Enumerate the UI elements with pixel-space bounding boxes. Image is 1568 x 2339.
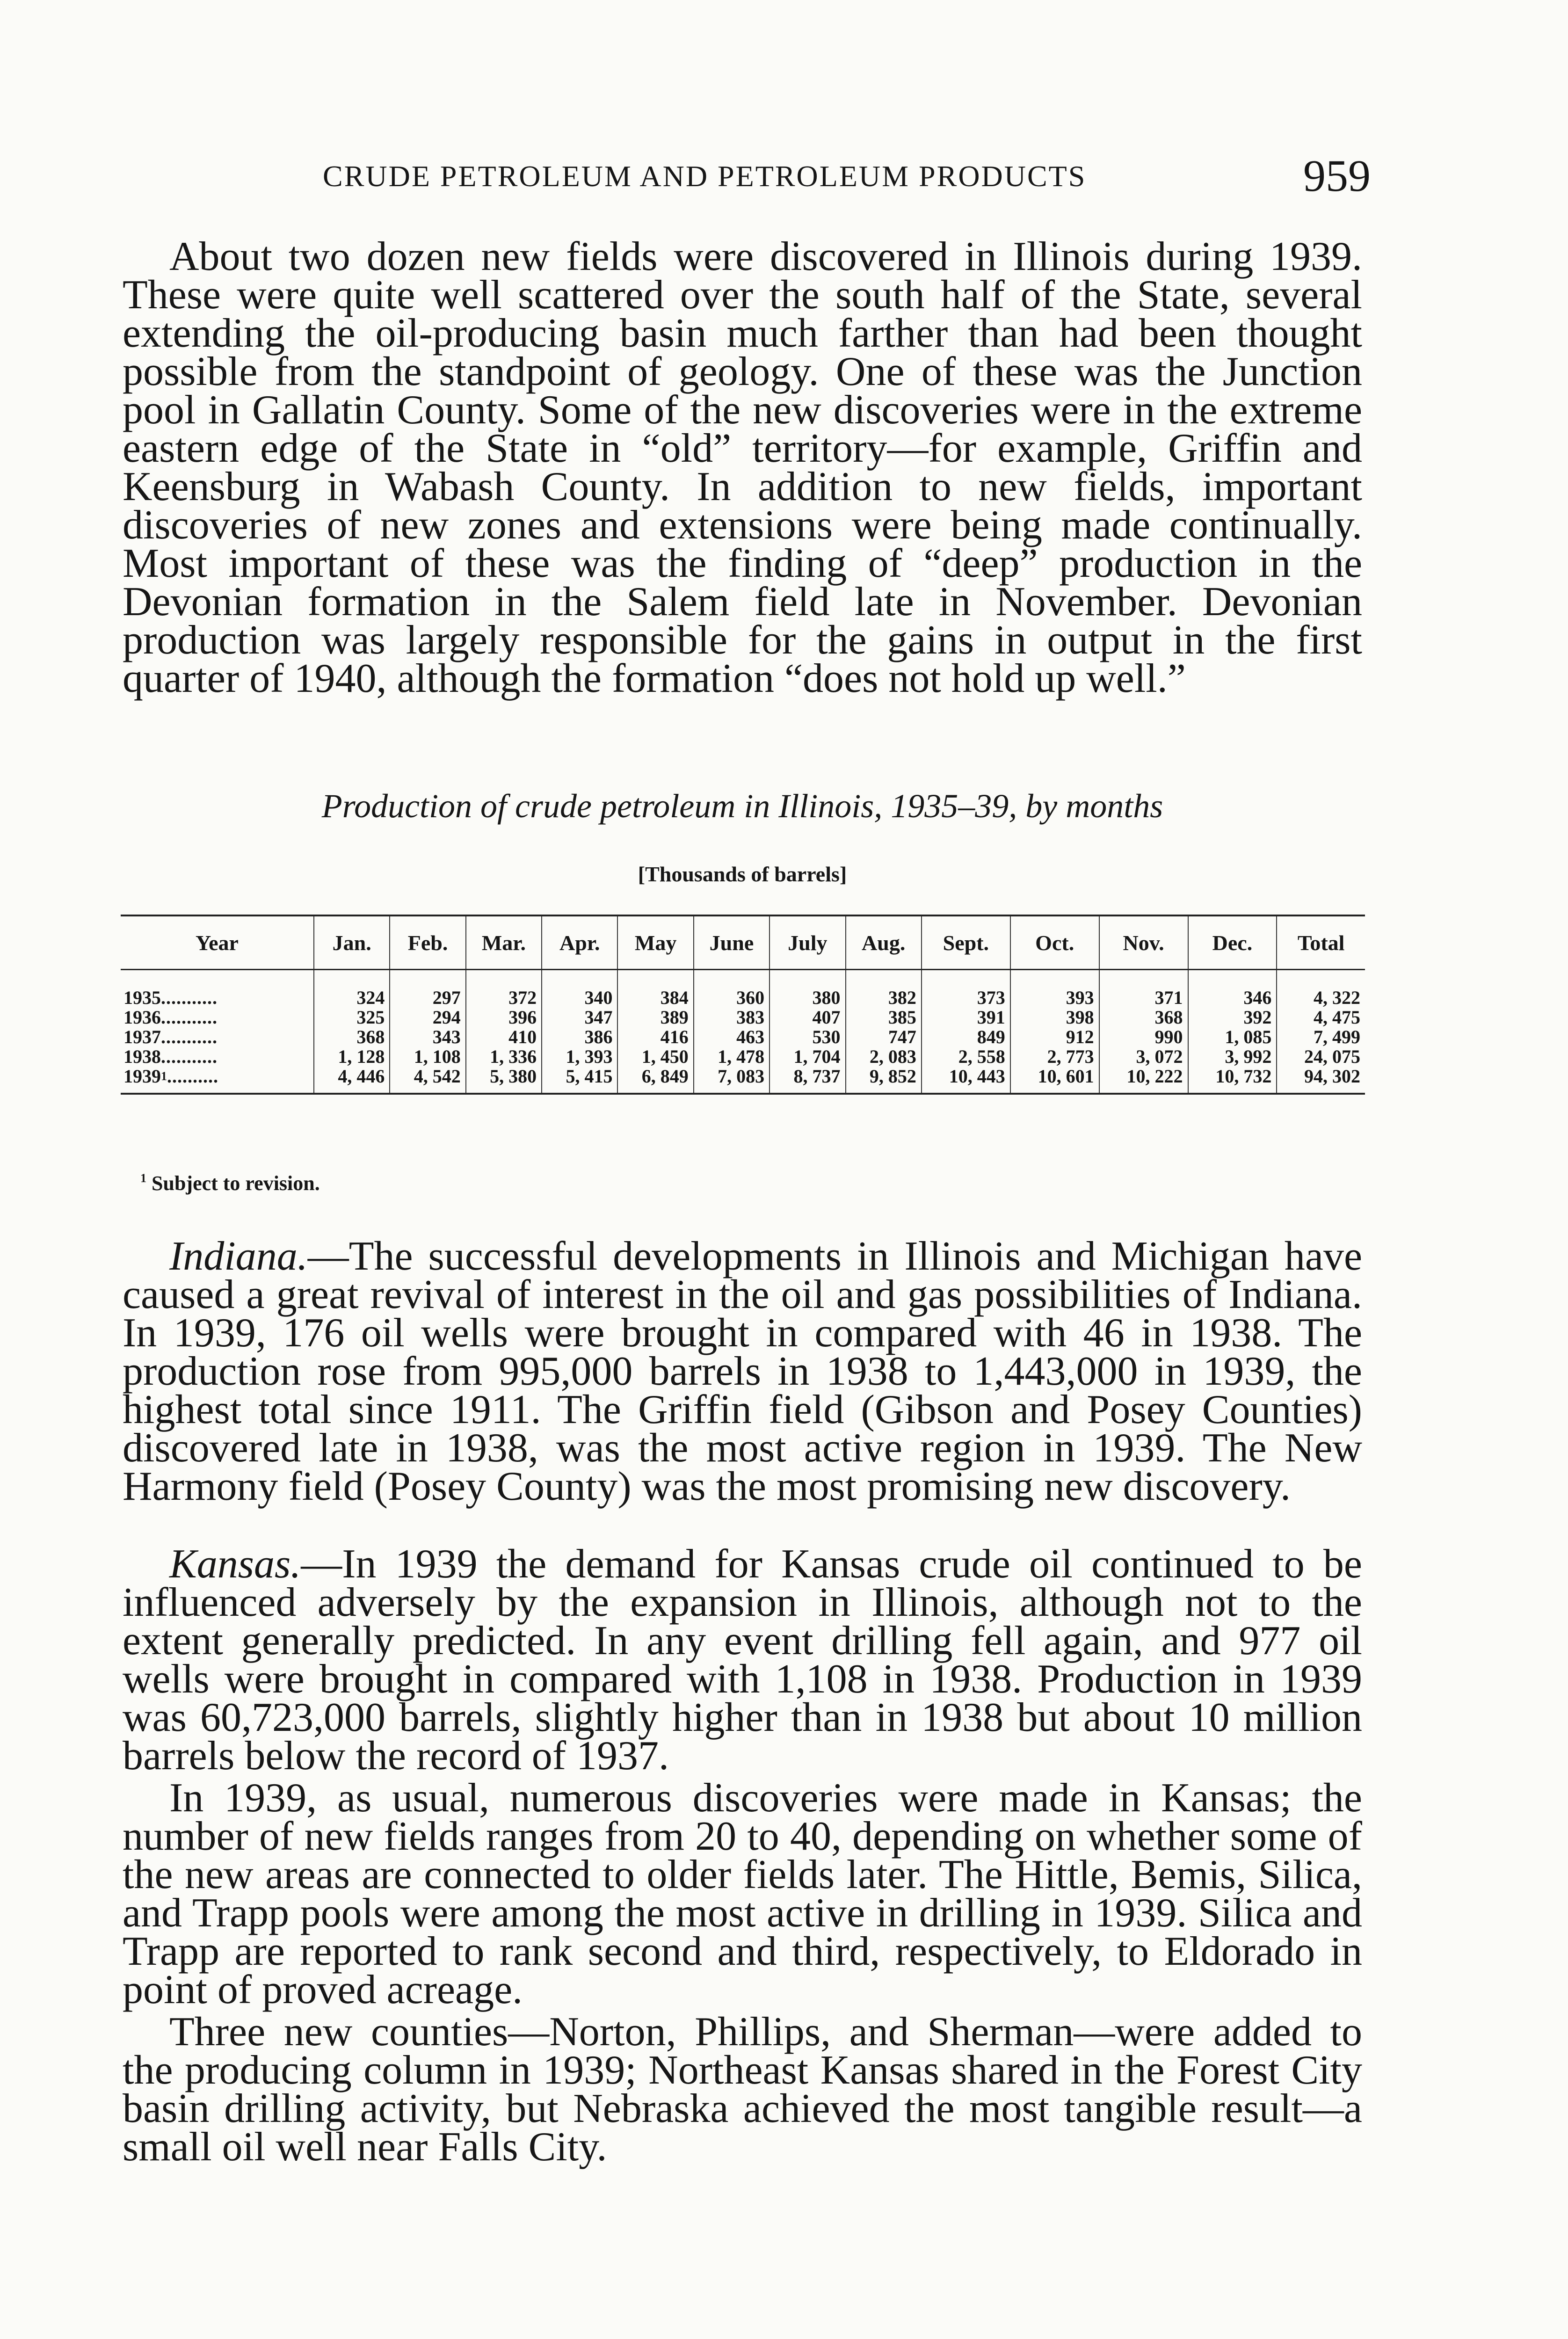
value-cell: 407 (769, 1008, 845, 1027)
value-cell: 368 (314, 1027, 390, 1047)
value-cell: 373 (922, 970, 1010, 1008)
value-cell: 463 (694, 1027, 769, 1047)
kansas-paragraph-2: In 1939, as usual, numerous discoveries were made in Kansas; the number of new fields ranges from 20 to 40, depending on whether some of the new areas are connected to older fields later. The Hittle, Bemis, Silica, and Trapp pools were among the most active in drilling in 1939. Silica and Trapp are reported to rank second and third, respectively, to Eldorado in point of proved acreage. (123, 1775, 1362, 2012)
value-cell: 7, 499 (1277, 1027, 1365, 1047)
value-cell: 380 (769, 970, 845, 1008)
value-cell: 347 (542, 1008, 617, 1027)
value-cell: 2, 558 (922, 1047, 1010, 1067)
value-cell: 2, 773 (1010, 1047, 1099, 1067)
value-cell: 383 (694, 1008, 769, 1027)
col-header: Apr. (542, 915, 617, 970)
value-cell: 9, 852 (846, 1067, 922, 1094)
kansas-paragraph (123, 1541, 1362, 1779)
value-cell: 24, 075 (1277, 1047, 1365, 1067)
year-value: 1937 (123, 1026, 161, 1047)
value-cell: 5, 380 (466, 1067, 542, 1094)
value-cell: 297 (390, 970, 465, 1008)
value-cell: 4, 322 (1277, 970, 1365, 1008)
value-cell: 8, 737 (769, 1067, 845, 1094)
value-cell: 391 (922, 1008, 1010, 1027)
value-cell: 386 (542, 1027, 617, 1047)
table-caption: Production of crude petroleum in Illinois, 1935–39, by months (321, 787, 1163, 825)
value-cell: 1, 108 (390, 1047, 465, 1067)
year-cell (121, 1008, 314, 1027)
value-cell: 1, 336 (466, 1047, 542, 1067)
year-value: 1939 (123, 1066, 161, 1087)
leader-dots: ........... (161, 1007, 218, 1028)
value-cell: 416 (617, 1027, 693, 1047)
value-cell: 747 (846, 1027, 922, 1047)
value-cell: 398 (1010, 1008, 1099, 1027)
value-cell: 1, 704 (769, 1047, 845, 1067)
year-cell (121, 1027, 314, 1047)
table-row (121, 1008, 1365, 1027)
table-row (121, 970, 1365, 1008)
value-cell: 3, 992 (1188, 1047, 1277, 1067)
value-cell: 94, 302 (1277, 1067, 1365, 1094)
col-header: Feb. (390, 915, 465, 970)
footnote-mark: 1 (140, 1171, 146, 1185)
page-header (117, 140, 1371, 211)
value-cell: 4, 475 (1277, 1008, 1365, 1027)
footnote-text: Subject to revision. (152, 1172, 320, 1195)
col-header: Mar. (466, 915, 542, 970)
value-cell: 849 (922, 1027, 1010, 1047)
col-header: Oct. (1010, 915, 1099, 970)
col-header: Sept. (922, 915, 1010, 970)
value-cell: 1, 393 (542, 1047, 617, 1067)
kansas-lead: Kansas. (169, 1541, 301, 1587)
leader-dots: ........... (161, 987, 218, 1008)
col-header: June (694, 915, 769, 970)
table-row (121, 1067, 1365, 1094)
col-header: Nov. (1099, 915, 1188, 970)
col-header: July (769, 915, 845, 970)
value-cell: 10, 601 (1010, 1067, 1099, 1094)
value-cell: 392 (1188, 1008, 1277, 1027)
value-cell: 393 (1010, 970, 1099, 1008)
value-cell: 530 (769, 1027, 845, 1047)
year-cell (121, 1067, 314, 1094)
table-row (121, 1027, 1365, 1047)
indiana-lead: Indiana. (169, 1234, 308, 1279)
table-row (121, 1047, 1365, 1067)
value-cell: 372 (466, 970, 542, 1008)
col-header: Total (1277, 915, 1365, 970)
production-table (121, 915, 1365, 1095)
value-cell: 2, 083 (846, 1047, 922, 1067)
col-header: Dec. (1188, 915, 1277, 970)
value-cell: 384 (617, 970, 693, 1008)
kansas-paragraph-3: Three new counties—Norton, Phillips, and Sherman—were added to the producing column in 1939; Northeast Kansas shared in the Forest City basin drilling activity, but Nebraska achieved the most tangible result—a small oil well near Falls City. (123, 2009, 1362, 2170)
year-value: 1935 (123, 987, 161, 1008)
value-cell: 368 (1099, 1008, 1188, 1027)
value-cell: 912 (1010, 1027, 1099, 1047)
intro-paragraph: About two dozen new fields were discovered in Illinois during 1939. These were quite well scattered over the south half of the State, several extending the oil-producing basin much farther than had been thought possible from the standpoint of geology. One of these was the Junction pool in Gallatin County. Some of the new discoveries were in the extreme eastern edge of the State in “old” territory—for example, Griffin and Keensburg in Wabash County. In addition to new fields, important discoveries of new zones and extensions were being made continually. Most important of these was the finding of “deep” production in the Devonian formation in the Salem field late in November. Devonian production was largely responsible for the gains in output in the first quarter of 1940, although the formation “does not hold up well.” (123, 234, 1362, 701)
value-cell: 343 (390, 1027, 465, 1047)
value-cell: 4, 446 (314, 1067, 390, 1094)
year-cell (121, 1047, 314, 1067)
indiana-text: —The successful developments in Illinois and Michigan have caused a great revival of interest in the oil and gas possibilities of Indiana. In 1939, 176 oil wells were brought in compared with 46 in 1938. The production rose from 995,000 barrels in 1938 to 1,443,000 in 1939, the highest total since 1911. The Griffin field (Gibson and Posey Counties) discovered late in 1938, was the most active region in 1939. The New Harmony field (Posey County) was the most promising new discovery. (123, 1234, 1362, 1509)
kansas-text: —In 1939 the demand for Kansas crude oil continued to be influenced adversely by the expansion in Illinois, although not to the extent generally predicted. In any event drilling fell again, and 977 oil wells were brought in compared with 1,108 in 1938. Production in 1939 was 60,723,000 barrels, slightly higher than in 1938 but about 10 million barrels below the record of 1937. (123, 1541, 1362, 1779)
leader-dots: ........... (161, 1046, 218, 1067)
value-cell: 10, 222 (1099, 1067, 1188, 1094)
value-cell: 371 (1099, 970, 1188, 1008)
value-cell: 385 (846, 1008, 922, 1027)
value-cell: 382 (846, 970, 922, 1008)
value-cell: 410 (466, 1027, 542, 1047)
table-header-row (121, 915, 1365, 970)
year-value: 1936 (123, 1007, 161, 1028)
table-footnote (140, 1171, 320, 1195)
leader-dots: .......... (167, 1066, 218, 1087)
value-cell: 990 (1099, 1027, 1188, 1047)
running-title: CRUDE PETROLEUM AND PETROLEUM PRODUCTS (323, 160, 1087, 193)
year-value: 1938 (123, 1046, 161, 1067)
table-subcaption: [Thousands of barrels] (638, 862, 847, 886)
value-cell: 6, 849 (617, 1067, 693, 1094)
value-cell: 1, 128 (314, 1047, 390, 1067)
col-header: Year (121, 915, 314, 970)
value-cell: 325 (314, 1008, 390, 1027)
col-header: May (617, 915, 693, 970)
value-cell: 1, 478 (694, 1047, 769, 1067)
value-cell: 346 (1188, 970, 1277, 1008)
value-cell: 1, 450 (617, 1047, 693, 1067)
value-cell: 396 (466, 1008, 542, 1027)
value-cell: 4, 542 (390, 1067, 465, 1094)
value-cell: 5, 415 (542, 1067, 617, 1094)
page-number: 959 (1303, 151, 1371, 201)
footnote-ref: 1 (161, 1069, 167, 1083)
col-header: Jan. (314, 915, 390, 970)
value-cell: 1, 085 (1188, 1027, 1277, 1047)
value-cell: 10, 443 (922, 1067, 1010, 1094)
col-header: Aug. (846, 915, 922, 970)
value-cell: 7, 083 (694, 1067, 769, 1094)
value-cell: 294 (390, 1008, 465, 1027)
value-cell: 10, 732 (1188, 1067, 1277, 1094)
leader-dots: ........... (161, 1026, 218, 1047)
value-cell: 360 (694, 970, 769, 1008)
value-cell: 324 (314, 970, 390, 1008)
value-cell: 389 (617, 1008, 693, 1027)
year-cell (121, 970, 314, 1008)
indiana-paragraph (123, 1234, 1362, 1509)
value-cell: 340 (542, 970, 617, 1008)
value-cell: 3, 072 (1099, 1047, 1188, 1067)
